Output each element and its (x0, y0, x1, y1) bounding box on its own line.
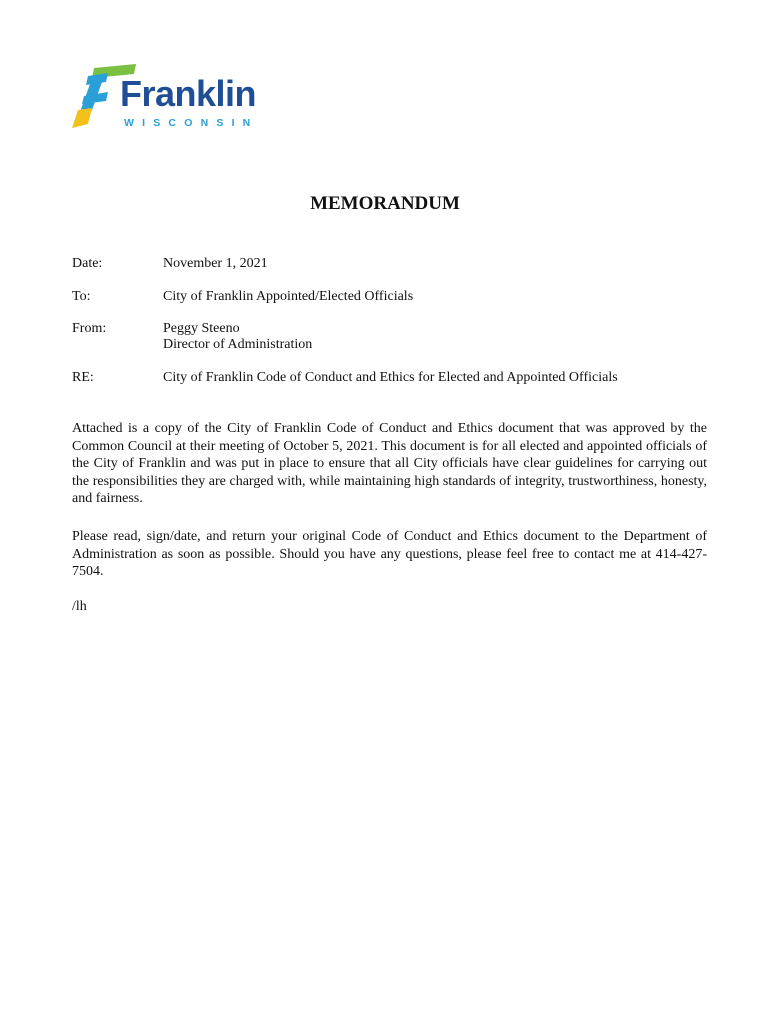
logo-wordmark: Franklin (120, 73, 257, 114)
from-title: Director of Administration (163, 337, 313, 352)
to-value: City of Franklin Appointed/Elected Officials (163, 289, 414, 304)
from-label: From: (72, 321, 107, 336)
re-label: RE: (72, 370, 94, 385)
franklin-logo (70, 62, 270, 134)
to-label: To: (72, 289, 91, 304)
date-value: November 1, 2021 (163, 256, 268, 271)
date-label: Date: (72, 256, 103, 271)
from-name: Peggy Steeno (163, 321, 240, 336)
typist-initials: /lh (72, 599, 87, 614)
body-paragraph-1: Attached is a copy of the City of Franklin Code of Conduct and Ethics document that was approved by the Common Council at their meeting of October 5, 2021. This document is for all elected and appointed officials of the City of Franklin and was put in place to ensure that all City officials have clear guidelines for carrying out the responsibilities they are charged with, while maintaining high standards of integrity, trustworthiness, honesty, and fairness. (72, 421, 707, 507)
re-value: City of Franklin Code of Conduct and Ethics for Elected and Appointed Officials (163, 370, 618, 385)
body-paragraph-2: Please read, sign/date, and return your original Code of Conduct and Ethics document to the Department of Administration as soon as possible. Should you have any questions, please feel free to contact me at 414-427-7504. (72, 529, 707, 580)
logo-subtitle: WISCONSIN (124, 117, 259, 129)
memo-title: MEMORANDUM (310, 193, 460, 214)
